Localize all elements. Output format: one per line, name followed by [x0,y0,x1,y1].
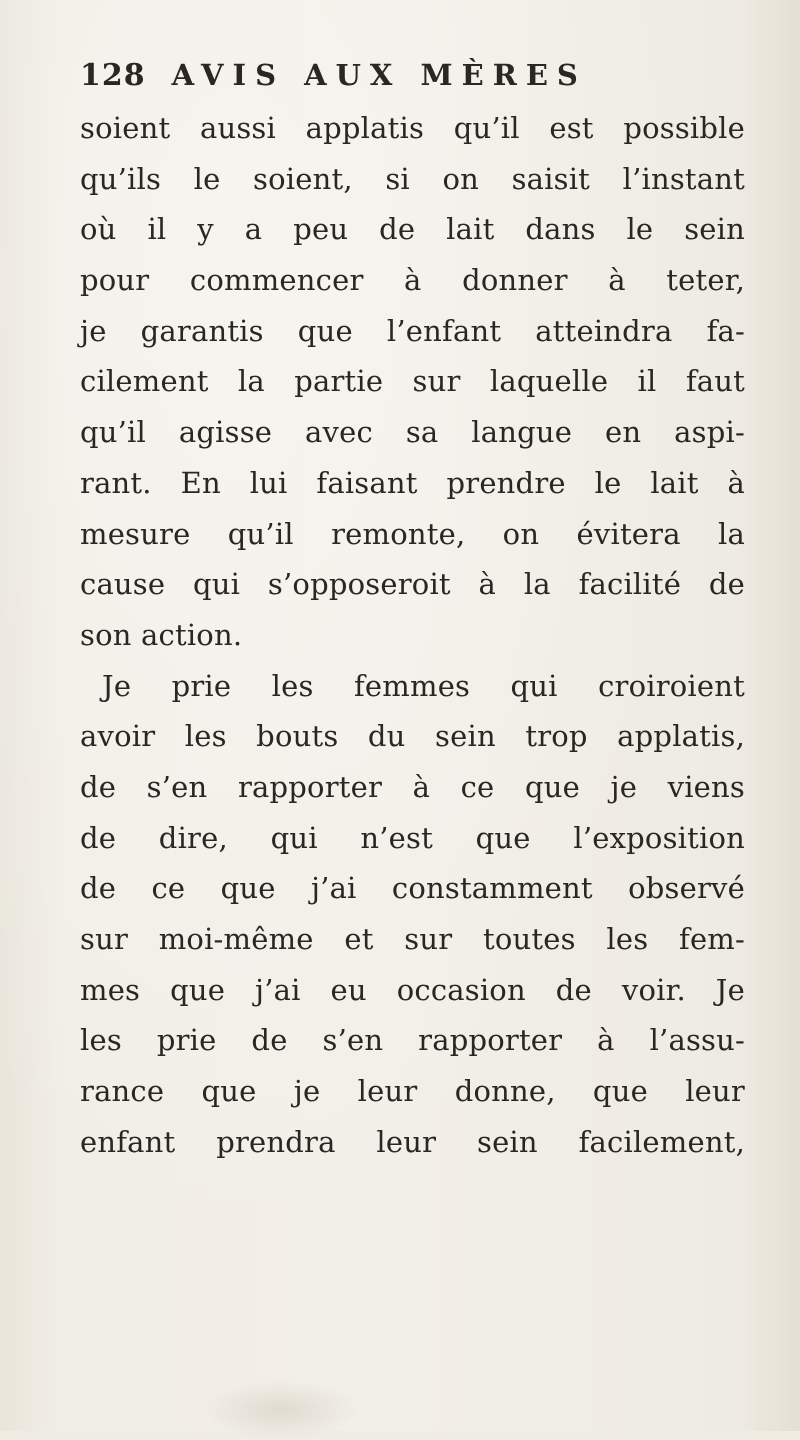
text-line: enfant prendra leur sein facilement, [80,1124,745,1159]
text-line: pour commencer à donner à teter, [80,263,745,298]
text-line: qu’ils le soient, si on saisit l’instant [80,161,745,196]
text-line: les prie de s’en rapporter à l’assu- [80,1023,745,1058]
text-line: avoir les bouts du sein trop applatis, [80,719,745,754]
paragraph-start-line: Je prie les femmes qui croiroient [102,668,745,703]
text-line: rant. En lui faisant prendre le lait à [80,465,745,500]
text-line: je garantis que l’enfant atteindra fa- [80,313,745,348]
text-line: qu’il agisse avec sa langue en aspi- [80,415,745,450]
body-text [80,103,745,1167]
text-line: cause qui s’opposeroit à la facilité de [80,567,745,602]
text-line: cilement la partie sur laquelle il faut [80,364,745,399]
text-line: de s’en rapporter à ce que je viens [80,769,745,804]
running-head [80,58,587,98]
page-number: 128 [80,58,146,93]
text-line: où il y a peu de lait dans le sein [80,212,745,247]
text-line: de ce que j’ai constamment observé [80,871,745,906]
text-line: mesure qu’il remonte, on évitera la [80,516,745,551]
paper-stain [200,1380,360,1440]
text-line: mes que j’ai eu occasion de voir. Je [80,972,745,1007]
text-line: soient aussi applatis qu’il est possible [80,111,745,145]
text-line: rance que je leur donne, que leur [80,1074,745,1109]
text-line: sur moi-même et sur toutes les fem- [80,922,745,956]
running-title: AVIS AUX MÈRES [171,58,587,92]
paragraph-end-line: son action. [80,617,243,652]
text-line: de dire, qui n’est que l’exposition [80,820,745,855]
